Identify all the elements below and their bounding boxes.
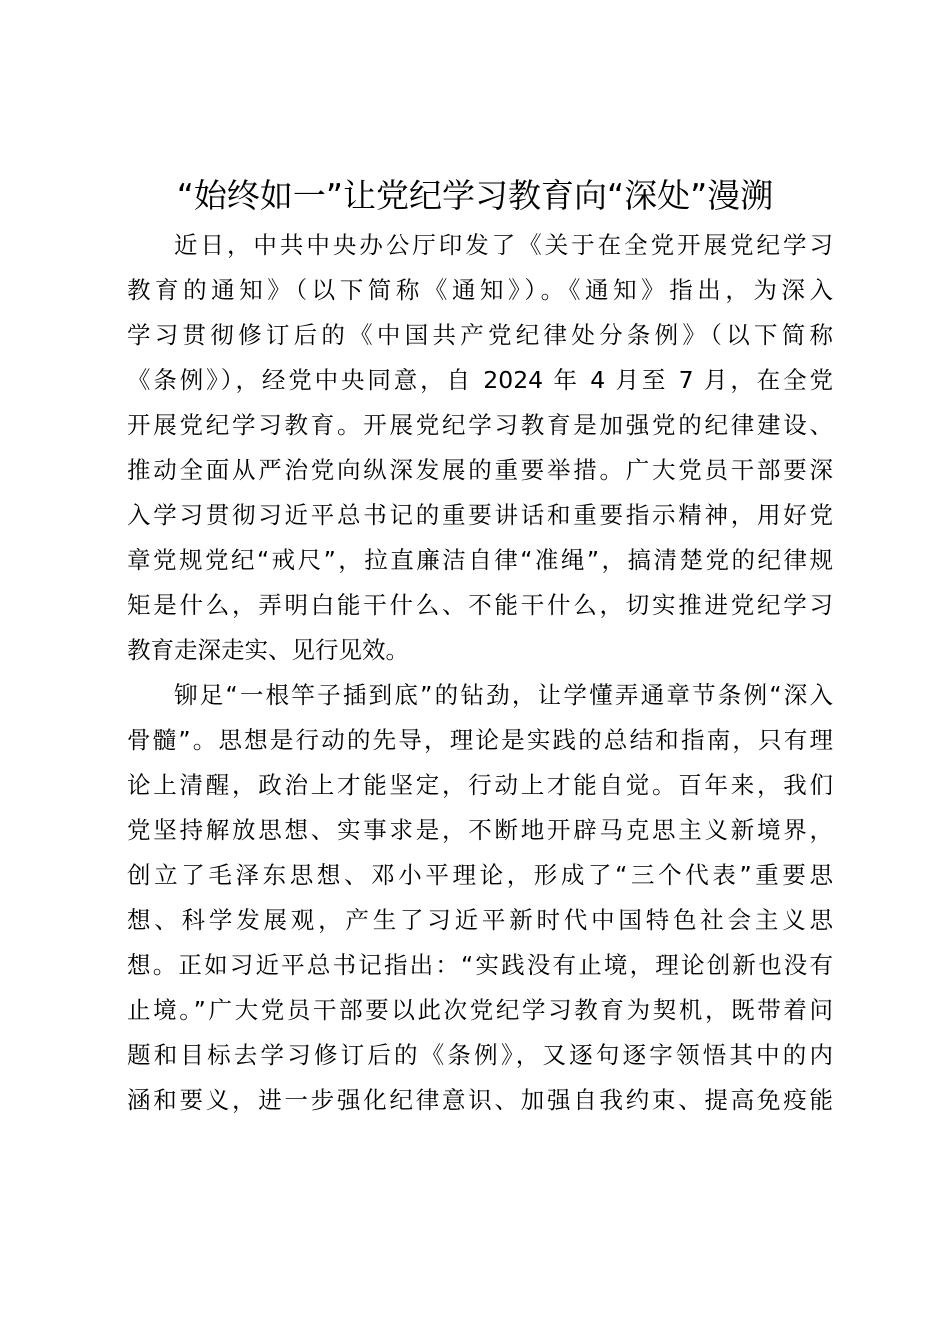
paragraph-1 (127, 223, 833, 673)
document-body (127, 223, 833, 1123)
paragraph-line: 想、科学发展观，产生了习近平新时代中国特色社会主义思 (127, 906, 833, 934)
paragraph-line: 《条例》），经党中央同意，自 2024 年 4 月至 7 月，在全党 (127, 366, 833, 394)
paragraph-line: 入学习贯彻习近平总书记的重要讲话和重要指示精神，用好党 (127, 501, 833, 529)
paragraph-line: 论上清醒，政治上才能坚定，行动上才能自觉。百年来，我们 (127, 771, 833, 799)
paragraph-line: 止境。”广大党员干部要以此次党纪学习教育为契机，既带着问 (127, 996, 833, 1024)
paragraph-line: 创立了毛泽东思想、邓小平理论，形成了“三个代表”重要思 (127, 861, 833, 889)
paragraph-line: 推动全面从严治党向纵深发展的重要举措。广大党员干部要深 (127, 456, 833, 484)
paragraph-line: 想。正如习近平总书记指出：“实践没有止境，理论创新也没有 (127, 951, 833, 979)
paragraph-line: 涵和要义，进一步强化纪律意识、加强自我约束、提高免疫能 (127, 1086, 833, 1114)
paragraph-line: 铆足“一根竿子插到底”的钻劲，让学懂弄通章节条例“深入 (174, 681, 833, 709)
paragraph-line: 学习贯彻修订后的《中国共产党纪律处分条例》（以下简称 (127, 321, 833, 349)
paragraph-line: 骨髓”。思想是行动的先导，理论是实践的总结和指南，只有理 (127, 726, 833, 754)
document-title: “始终如一”让党纪学习教育向“深处”漫溯 (176, 176, 774, 215)
paragraph-line: 党坚持解放思想、实事求是，不断地开辟马克思主义新境界， (127, 816, 833, 844)
paragraph-line: 题和目标去学习修订后的《条例》，又逐句逐字领悟其中的内 (127, 1041, 833, 1069)
paragraph-line: 开展党纪学习教育。开展党纪学习教育是加强党的纪律建设、 (127, 411, 833, 439)
paragraph-2 (127, 673, 833, 1123)
paragraph-line: 章党规党纪“戒尺”，拉直廉洁自律“准绳”，搞清楚党的纪律规 (127, 546, 833, 574)
paragraph-line: 矩是什么，弄明白能干什么、不能干什么，切实推进党纪学习 (127, 591, 833, 619)
paragraph-line: 教育走深走实、见行见效。 (127, 636, 409, 664)
paragraph-line: 近日，中共中央办公厅印发了《关于在全党开展党纪学习 (174, 231, 833, 259)
paragraph-line: 教育的通知》（以下简称《通知》）。《通知》指出，为深入 (127, 276, 833, 304)
